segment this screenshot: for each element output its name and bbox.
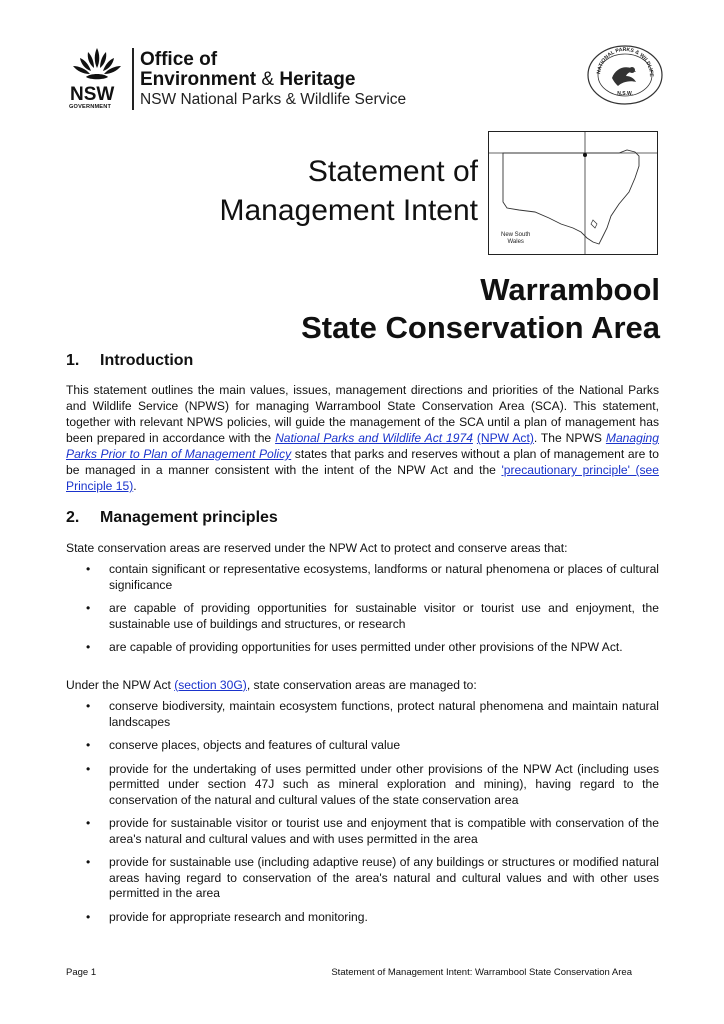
park-name-line-1: Warrambool <box>480 272 660 307</box>
list-item: • provide for appropriate research and monitoring. <box>86 909 368 924</box>
page-number: Page 1 <box>66 967 97 978</box>
title-line-1: Statement of <box>307 155 478 188</box>
nsw-wordmark: NSW <box>70 84 115 105</box>
list-item: • conserve places, objects and features of cultural value <box>86 738 401 752</box>
organisation-name <box>140 50 406 110</box>
map-label: New South Wales <box>501 232 531 245</box>
title-line-2: Management Intent <box>219 194 478 227</box>
org-line-2: Environment & Heritage <box>140 69 356 90</box>
managing-parks-policy-link[interactable]: Managing Parks Prior to Plan of Management Policy <box>66 431 659 461</box>
npw-act-link[interactable]: National Parks and Wildlife Act 1974 <box>275 431 473 445</box>
list-item: • are capable of providing opportunities for uses permitted under other provisions of the NPW Act. <box>86 640 623 654</box>
header-divider <box>132 48 134 110</box>
precautionary-principle-link[interactable]: 'precautionary principle' (see Principle 15) <box>66 463 659 493</box>
locator-map <box>488 131 658 255</box>
nsw-government-text: GOVERNMENT <box>69 104 112 110</box>
list-item: • provide for sustainable visitor or tourist use and enjoyment that is compatible with conservation of the area's natural and cultural values and with uses permitted in the area <box>86 816 659 846</box>
footer-doc-title: Statement of Management Intent: Warrambool State Conservation Area <box>331 967 632 978</box>
section-2-intro-2: Under the NPW Act (section 30G), state conservation areas are managed to: <box>66 678 477 692</box>
list-item: • conserve biodiversity, maintain ecosystem functions, protect natural phenomena and maintain natural landscapes <box>86 699 659 729</box>
park-name-line-2: State Conservation Area <box>301 310 660 345</box>
sca-management-list <box>84 699 659 933</box>
sca-purpose-list <box>84 562 659 664</box>
introduction-paragraph: This statement outlines the main values, issues, management directions and priorities of the National Parks and Wildlife Service (NPWS) for managing Warrambool State Conservation Area (SCA). This statement, together with relevant NPWS policies, will guide the management of the SCA until a plan of management has been prepared in accordance with the National Parks and Wildlife Act 1974 (NPW Act). The NPWS Managing Parks Prior to Plan of Management Policy states that parks and reserves without a plan of management are to be managed in a manner consistent with the intent of the NPW Act and the 'precautionary principle' (see Principle 15). <box>66 383 659 493</box>
section-30g-link[interactable]: (section 30G) <box>174 678 247 692</box>
park-name <box>301 271 660 347</box>
org-line-3: NSW National Parks & Wildlife Service <box>140 91 407 108</box>
list-item: • provide for the undertaking of uses permitted under other provisions of the NPW Act (including uses permitted under section 47J such as mineral exploration and mining), having regard to the conservation of the natural and cultural values of the state conservation area <box>86 761 659 807</box>
page-header <box>68 44 668 116</box>
svg-text:NATIONAL PARKS & WILDLIFE SERV: NATIONAL PARKS & WILDLIFE <box>596 46 655 77</box>
npw-act-abbrev-link[interactable]: (NPW Act) <box>476 431 534 445</box>
section-1-heading: 1. Introduction <box>66 352 194 369</box>
org-line-1: Office of <box>140 49 218 70</box>
svg-text:N.S.W.: N.S.W. <box>617 91 633 97</box>
document-title <box>219 152 478 230</box>
list-item: • provide for sustainable use (including adaptive reuse) of any buildings or structures or modified natural areas having regard to conservation of the area's natural and cultural values and with other uses permitted in the area <box>86 855 659 900</box>
section-2-heading: 2. Management principles <box>66 509 278 526</box>
section-2-intro: State conservation areas are reserved under the NPW Act to protect and conserve areas that: <box>66 541 568 555</box>
page-footer <box>66 967 632 978</box>
list-item: • are capable of providing opportunities for sustainable visitor or tourist use and enjoyment, the sustainable use of buildings and structures, or research <box>86 601 659 631</box>
npws-badge-icon <box>586 44 664 106</box>
list-item: • contain significant or representative ecosystems, landforms or natural phenomena or places of cultural significance <box>86 562 659 592</box>
